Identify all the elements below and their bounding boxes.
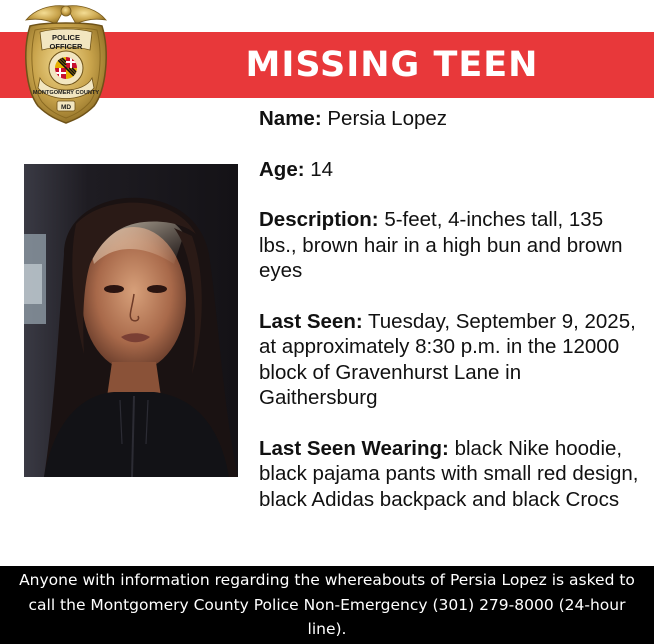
name-field (259, 106, 639, 132)
description-field (259, 207, 639, 284)
last-seen-field (259, 309, 639, 411)
age-value: 14 (310, 157, 334, 181)
name-value: Persia Lopez (327, 107, 448, 130)
badge-top-text: POLICE (52, 33, 80, 42)
person-details (259, 106, 639, 537)
last-seen-wearing-label: Last Seen Wearing: (259, 436, 449, 460)
contact-footer (0, 566, 654, 644)
missing-person-photo (24, 164, 238, 477)
last-seen-wearing-field (259, 436, 639, 513)
badge-bottom-text: MD (60, 104, 72, 111)
police-badge-icon (20, 2, 112, 124)
description-label: Description: (259, 208, 379, 231)
last-seen-value: Tuesday, September 9, 2025, at approximately 8:30 p.m. in the 12000 block of Gravenhurst Lane in Gaithersburg (259, 309, 636, 409)
description-value: 5-feet, 4-inches tall, 135 lbs., brown hair in a high bun and brown eyes (259, 208, 623, 282)
maryland-flag-icon (55, 57, 77, 79)
name-label: Name: (259, 107, 322, 130)
page-title: MISSING TEEN (245, 45, 539, 85)
badge-middle-text: OFFICER (49, 42, 83, 51)
badge-ring-text: MONTGOMERY COUNTY (32, 90, 100, 96)
age-label: Age: (259, 157, 305, 181)
contact-text: Anyone with information regarding the whereabouts of Persia Lopez is asked to call the Montgomery County Police Non-Emergency (301) 279-8000 (24-hour line). (19, 571, 635, 638)
age-field (259, 157, 639, 183)
last-seen-label: Last Seen: (259, 309, 363, 333)
last-seen-wearing-value: black Nike hoodie, black pajama pants with small red design, black Adidas backpack and black Crocs (259, 436, 639, 511)
